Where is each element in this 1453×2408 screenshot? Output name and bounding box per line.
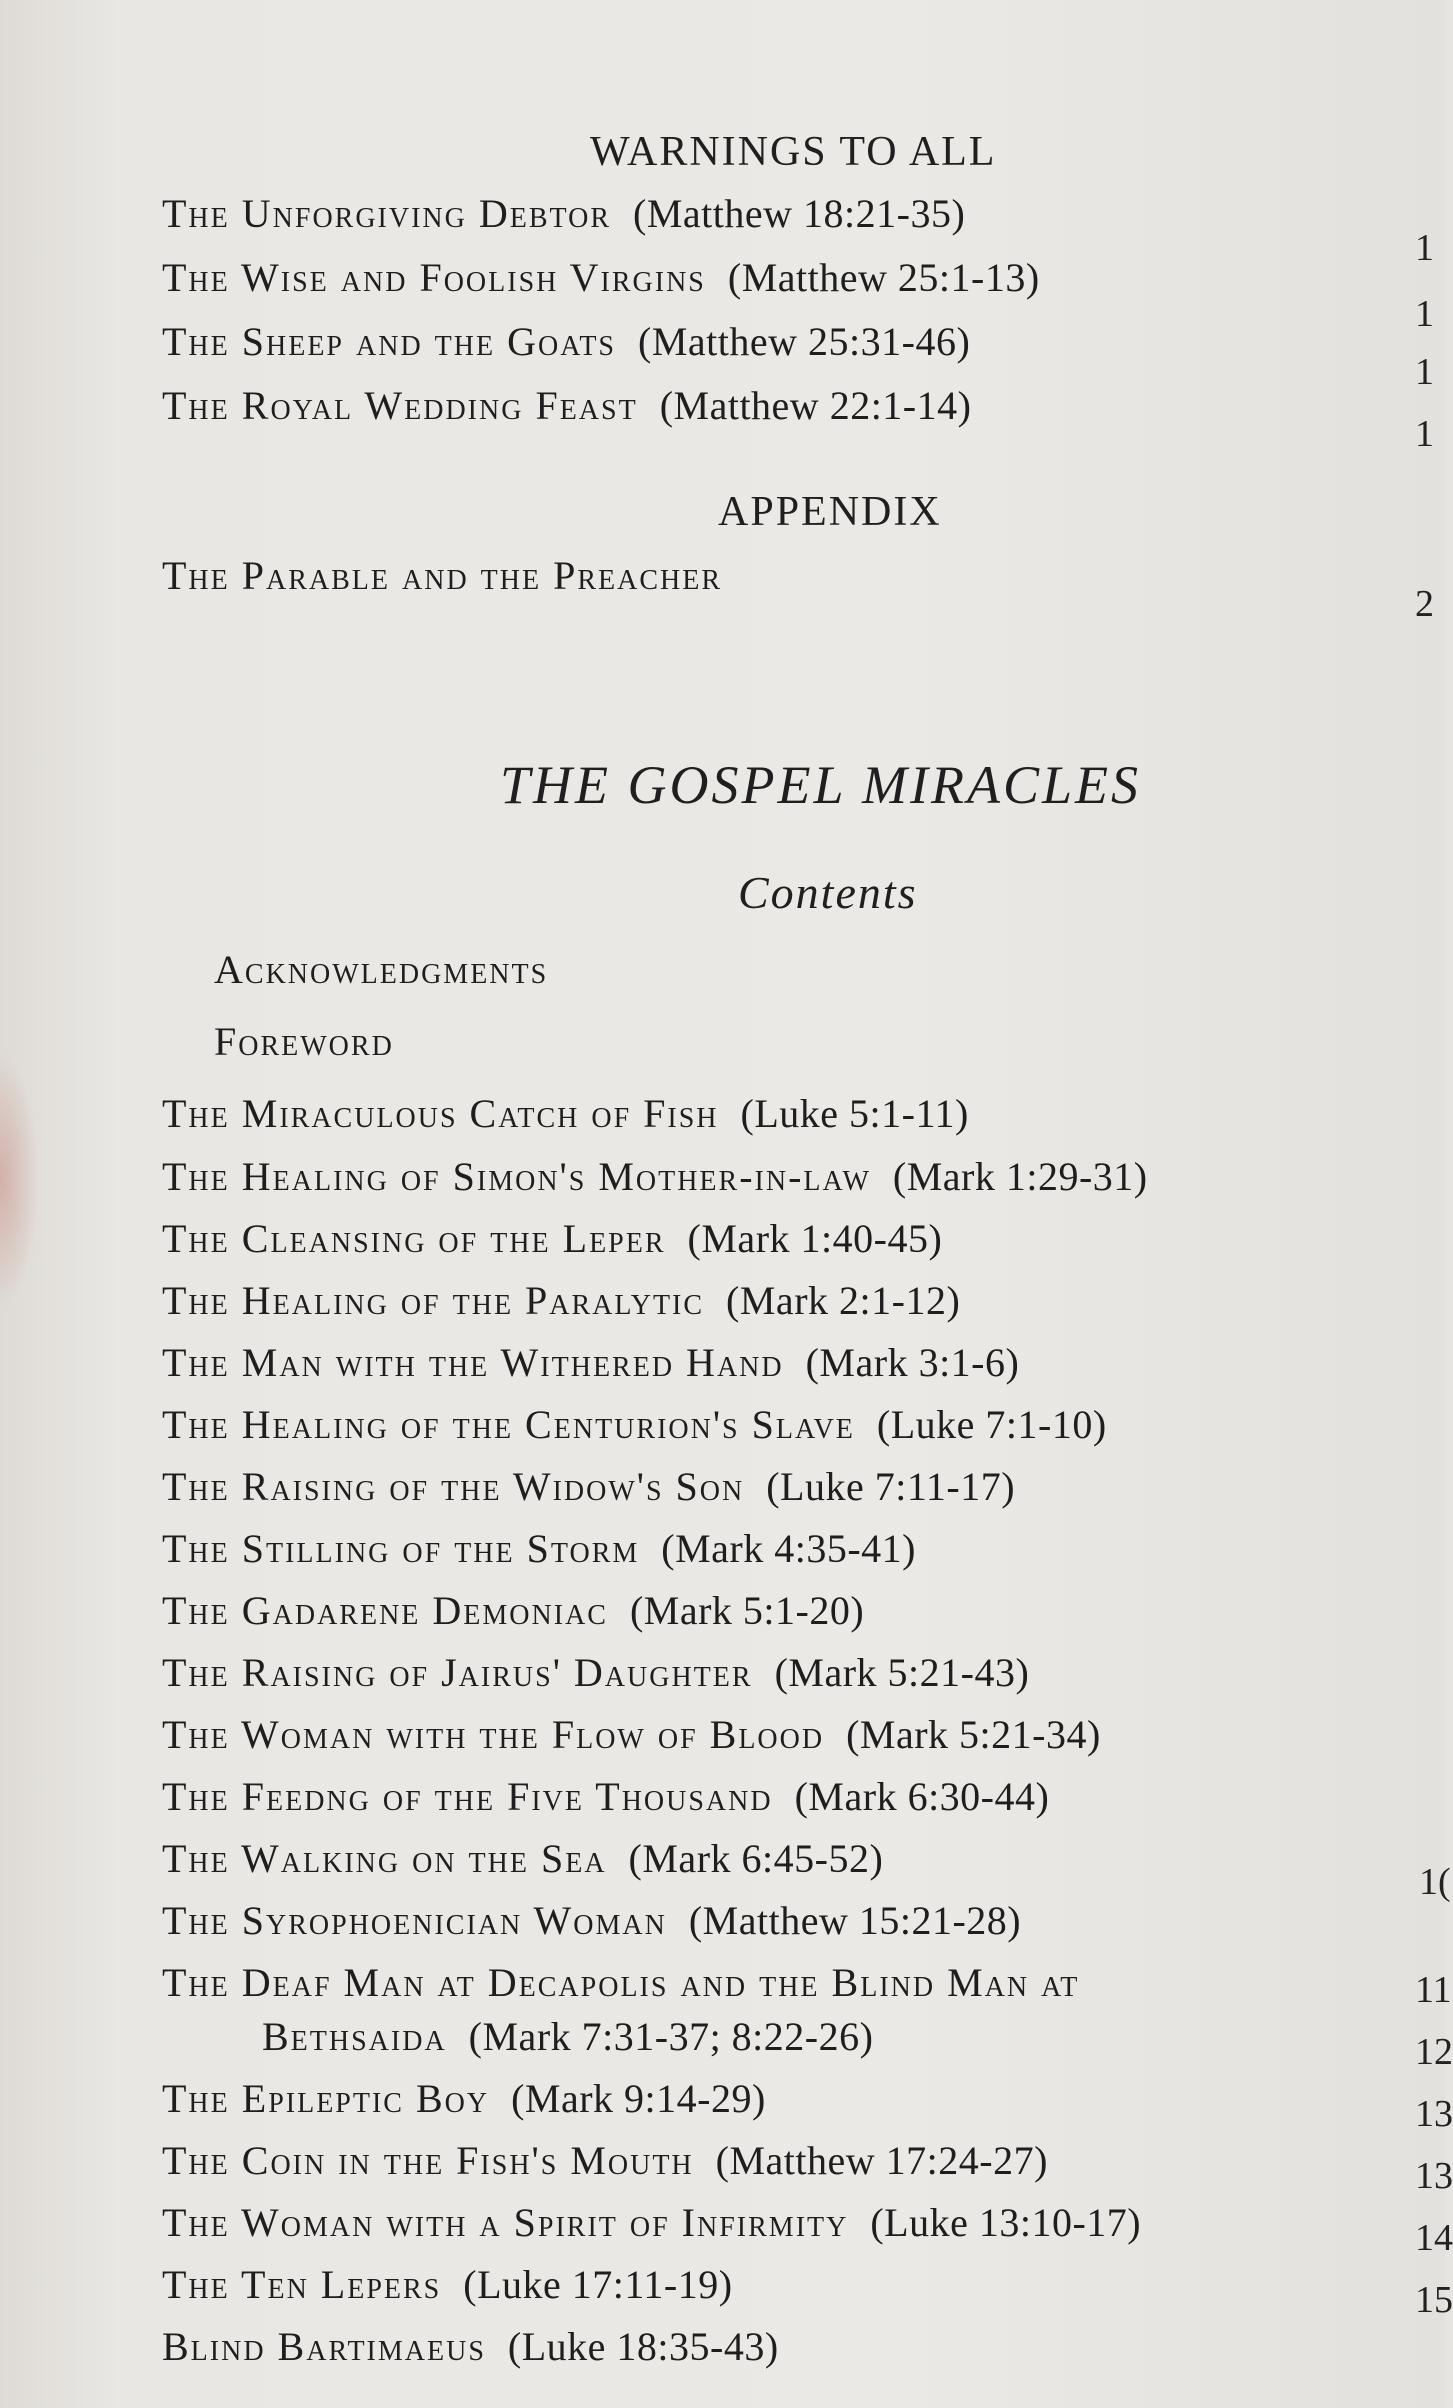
finger-shadow	[0, 1050, 40, 1310]
list-item: The Deaf Man at Decapolis and the Blind Man at	[162, 1960, 1080, 2005]
section-title: THE GOSPEL MIRACLES	[500, 755, 1142, 815]
page-number: 14	[1415, 2217, 1453, 2259]
list-item: The Man with the Withered Hand (Mark 3:1-6)	[162, 1340, 1020, 1385]
list-item: The Wise and Foolish Virgins (Matthew 25:1-13)	[162, 255, 1040, 300]
list-item: The Coin in the Fish's Mouth (Matthew 17:24-27)	[162, 2138, 1048, 2183]
page-number: 1(	[1419, 1861, 1451, 1903]
page-number: 11	[1415, 1969, 1452, 2011]
list-item-continuation: Bethsaida (Mark 7:31-37; 8:22-26)	[262, 2014, 874, 2059]
list-item: The Gadarene Demoniac (Mark 5:1-20)	[162, 1588, 865, 1633]
list-item: The Syrophoenician Woman (Matthew 15:21-28)	[162, 1898, 1022, 1943]
list-item: The Healing of the Paralytic (Mark 2:1-12)	[162, 1278, 961, 1323]
list-item: The Raising of Jairus' Daughter (Mark 5:21-43)	[162, 1650, 1030, 1695]
list-item: The Woman with a Spirit of Infirmity (Luke 13:10-17)	[162, 2200, 1142, 2245]
list-item: The Walking on the Sea (Mark 6:45-52)	[162, 1836, 884, 1881]
page-number: 1	[1415, 293, 1434, 335]
list-item: Blind Bartimaeus (Luke 18:35-43)	[162, 2324, 779, 2369]
list-item: The Unforgiving Debtor (Matthew 18:21-35)	[162, 191, 966, 236]
list-item: The Royal Wedding Feast (Matthew 22:1-14)	[162, 383, 972, 428]
list-item: The Sheep and the Goats (Matthew 25:31-46)	[162, 319, 971, 364]
contents-label: Contents	[738, 867, 918, 918]
page-number: 2	[1415, 583, 1434, 625]
list-item: The Miraculous Catch of Fish (Luke 5:1-11)	[162, 1091, 969, 1136]
page-number: 12	[1415, 2031, 1453, 2073]
list-item: The Healing of Simon's Mother-in-law (Mark 1:29-31)	[162, 1154, 1148, 1199]
page-number: 13	[1415, 2155, 1453, 2197]
page-number: 1	[1415, 227, 1434, 269]
list-item: The Healing of the Centurion's Slave (Luke 7:1-10)	[162, 1402, 1107, 1447]
page-number: 13	[1415, 2093, 1453, 2135]
page-number: 1	[1415, 413, 1434, 455]
appendix-entry: The Parable and the Preacher	[162, 553, 723, 598]
list-item: The Raising of the Widow's Son (Luke 7:11-17)	[162, 1464, 1016, 1509]
front-matter-item: Foreword	[214, 1019, 394, 1064]
list-item: The Ten Lepers (Luke 17:11-19)	[162, 2262, 733, 2307]
appendix-heading: APPENDIX	[718, 489, 942, 535]
list-item: The Epileptic Boy (Mark 9:14-29)	[162, 2076, 766, 2121]
warnings-heading: WARNINGS TO ALL	[590, 129, 997, 175]
page-number: 1	[1415, 351, 1434, 393]
front-matter-item: Acknowledgments	[214, 947, 549, 992]
list-item: The Feedng of the Five Thousand (Mark 6:30-44)	[162, 1774, 1050, 1819]
list-item: The Stilling of the Storm (Mark 4:35-41)	[162, 1526, 916, 1571]
list-item: The Cleansing of the Leper (Mark 1:40-45)	[162, 1216, 943, 1261]
page-number: 15	[1415, 2279, 1453, 2321]
list-item: The Woman with the Flow of Blood (Mark 5:21-34)	[162, 1712, 1101, 1757]
